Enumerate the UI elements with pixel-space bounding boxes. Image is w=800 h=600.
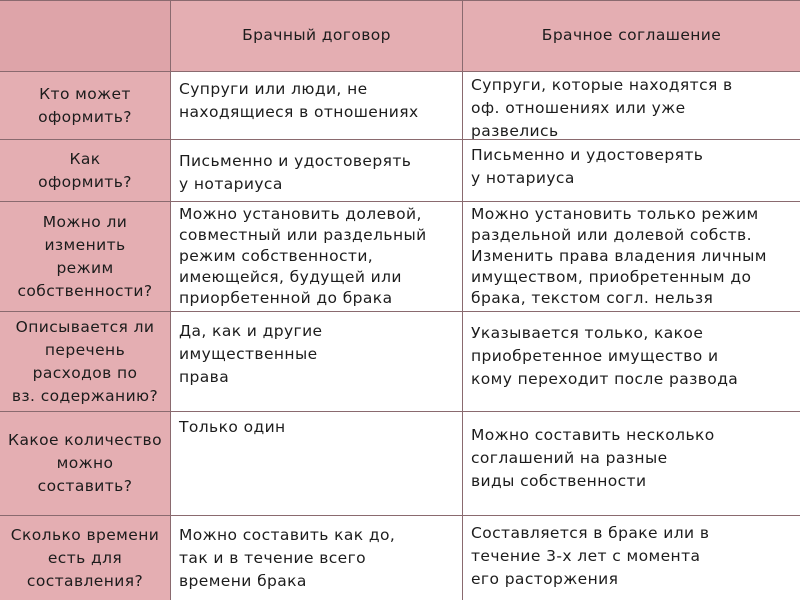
row-question: Кто может оформить? [0,72,171,140]
agreement-cell: Указывается только, какое приобретенное имущество и кому переходит после развода [463,312,800,412]
agreement-cell: Письменно и удостоверять у нотариуса [463,140,800,202]
contract-cell: Можно установить долевой, совместный или раздельный режим собственности, имеющейся, будущей или приорбетенной до брака [171,202,463,312]
contract-cell: Можно составить как до, так и в течение всего времени брака [171,516,463,600]
header-marriage-contract: Брачный договор [171,0,463,72]
header-corner-cell [0,0,171,72]
contract-cell: Письменно и удостоверять у нотариуса [171,140,463,202]
contract-cell: Супруги или люди, не находящиеся в отношениях [171,72,463,140]
row-question: Какое количество можно составить? [0,412,171,516]
row-question: Можно ли изменить режим собственности? [0,202,171,312]
header-marriage-agreement: Брачное соглашение [463,0,800,72]
agreement-cell: Составляется в браке или в течение 3-х лет с момента его расторжения [463,516,800,600]
contract-cell: Да, как и другие имущественные права [171,312,463,412]
row-question: Сколько времени есть для составления? [0,516,171,600]
contract-cell: Только один [171,412,463,516]
row-question: Описывается ли перечень расходов по вз. содержанию? [0,312,171,412]
agreement-cell: Супруги, которые находятся в оф. отношениях или уже развелись [463,72,800,140]
table-top-border [0,0,800,1]
row-question: Как оформить? [0,140,171,202]
agreement-cell: Можно установить только режим раздельной или долевой собств. Изменить права владения личным имуществом, приобретенным до брака, текстом согл. нельзя [463,202,800,312]
agreement-cell: Можно составить несколько соглашений на разные виды собственности [463,412,800,516]
